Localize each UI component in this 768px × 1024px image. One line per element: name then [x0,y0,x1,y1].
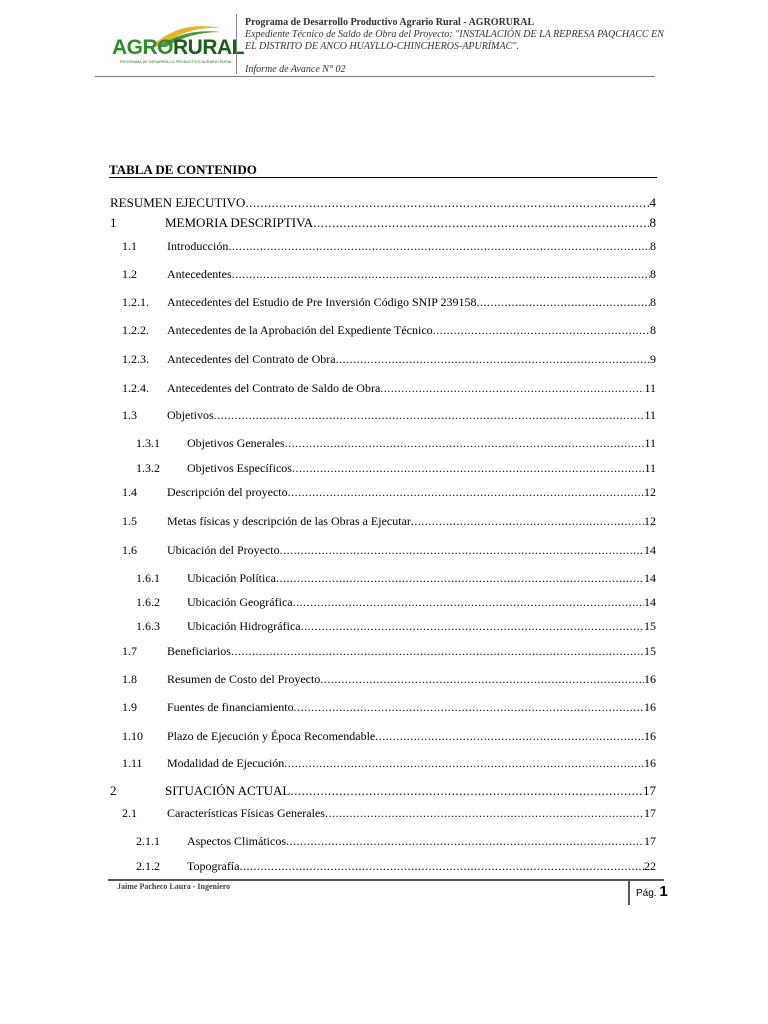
toc-entry-label: Ubicación Hidrográfica [187,619,301,633]
toc-entry[interactable] [0,215,768,231]
toc-entry-number: 1.9 [122,700,137,714]
toc-entry-label: Objetivos Generales [187,436,285,450]
toc-entry-page: 15 [644,644,656,658]
toc-entry[interactable] [0,594,768,610]
toc-entry-label: Objetivos [167,408,214,422]
toc-entry[interactable] [0,484,768,500]
toc-entry-label: Beneficiarios [167,644,231,658]
toc-entry-number: 1.2 [122,267,137,281]
toc-entry-label: Ubicación del Proyecto [167,543,280,557]
toc-entry-label: Introducción [167,239,229,253]
toc-entry[interactable] [0,783,768,799]
header-rule [95,76,655,77]
toc-entry[interactable] [0,699,768,715]
toc-entry-page: 8 [650,267,656,281]
toc-entry-label: MEMORIA DESCRIPTIVA [165,215,314,230]
toc-dot-leader [276,570,644,586]
toc-entry-number: 2 [110,783,117,798]
toc-entry-label: Topografía [187,859,240,873]
toc-entry[interactable] [0,755,768,771]
agrorural-logo [112,22,244,68]
toc-entry-page: 8 [650,323,656,337]
toc-entry-number: 1.3.1 [136,436,160,450]
toc-entry-page: 12 [644,485,656,499]
toc-entry[interactable] [0,266,768,282]
toc-entry-label: Antecedentes del Estudio de Pre Inversión Código SNIP 239158 [167,295,477,309]
toc-entry-number: 1.2.3. [122,352,149,366]
toc-entry[interactable] [0,833,768,849]
toc-entry-number: 2.1.1 [136,834,160,848]
toc-entry[interactable] [0,195,768,211]
toc-entry-label: Antecedentes del Contrato de Obra [167,352,336,366]
toc-dot-leader [214,407,645,423]
toc-entry-label: Descripción del proyecto [167,485,288,499]
toc-entry-page: 8 [650,295,656,309]
toc-dot-leader [320,671,644,687]
toc-entry-label: Objetivos Específicos [187,461,292,475]
expediente-title: Expediente Técnico de Saldo de Obra del Proyecto: "INSTALACIÓN DE LA REPRESA PAQCHACC EN EL DISTRITO DE ANCO HUAYLLO-CHINCHEROS-APURÍMAC". [245,29,664,52]
toc-entry-page: 11 [644,461,656,475]
toc-entry[interactable] [0,435,768,451]
toc-entry-number: 1.5 [122,514,137,528]
toc-entry-page: 9 [650,352,656,366]
toc-entry-number: 1.4 [122,485,137,499]
toc-dot-leader [228,238,650,254]
toc-entry-page: 17 [644,834,656,848]
toc-entry[interactable] [0,858,768,874]
toc-entry[interactable] [0,618,768,634]
toc-entry-page: 8 [650,239,656,253]
toc-entry-label: Modalidad de Ejecución [167,756,285,770]
toc-entry[interactable] [0,460,768,476]
toc-dot-leader [284,755,644,771]
toc-entry-page: 16 [644,672,656,686]
toc-entry[interactable] [0,351,768,367]
toc-entry-label: SITUACIÓN ACTUAL [165,783,291,798]
toc-entry-label: Resumen de Costo del Proyecto [167,672,321,686]
toc-entry-label: Aspectos Climáticos [187,834,286,848]
toc-entry-number: 1.2.1. [122,295,149,309]
toc-entry-number: 1.2.2. [122,323,149,337]
toc-entry-label: Antecedentes del Contrato de Saldo de Obra [167,381,381,395]
toc-dot-leader [477,294,650,310]
toc-dot-leader [292,460,644,476]
toc-entry-page: 14 [644,571,656,585]
toc-entry-number: 1.6 [122,543,137,557]
toc-entry-number: 1.10 [122,729,143,743]
toc-entry-label: Plazo de Ejecución y Época Recomendable [167,729,376,743]
toc-entry-number: 1.7 [122,644,137,658]
toc-entry-number: 2.1 [122,806,137,820]
toc-dot-leader [293,594,644,610]
toc-dot-leader [288,484,644,500]
toc-entry[interactable] [0,570,768,586]
toc-entry-label: Características Físicas Generales [167,806,325,820]
toc-entry-label: Antecedentes [167,267,232,281]
toc-entry-page: 11 [644,381,656,395]
toc-entry-label: Antecedentes de la Aprobación del Expediente Técnico [167,323,433,337]
logo-wordmark: AGRORURAL [112,36,244,59]
toc-entry-number: 1.6.3 [136,619,160,633]
toc-entry-number: 1.3 [122,408,137,422]
toc-entry-number: 1.3.2 [136,461,160,475]
footer-rule [108,879,664,881]
toc-dot-leader [245,195,649,211]
toc-dot-leader [231,643,644,659]
toc-entry-number: 1 [110,215,117,230]
toc-entry-number: 1.6.1 [136,571,160,585]
header-divider [236,14,237,74]
toc-dot-leader [232,266,650,282]
informe-title: Informe de Avance N° 02 [245,64,346,75]
toc-entry[interactable] [0,380,768,396]
toc-entry-number: 1.2.4. [122,381,149,395]
toc-entry[interactable] [0,513,768,529]
footer-divider [628,881,630,905]
page-header [0,0,768,80]
toc-entry-number: 1.1 [122,239,137,253]
logo-subtitle: PROGRAMA DE DESARROLLO PRODUCTIVO AGRARIO RURAL [120,60,233,64]
toc-dot-leader [336,351,650,367]
toc-entry-page: 11 [644,408,656,422]
toc-entry[interactable] [0,407,768,423]
toc-entry-number: 2.1.2 [136,859,160,873]
toc-dot-leader [380,380,644,396]
toc-dot-leader [280,542,644,558]
toc-entry[interactable] [0,294,768,310]
toc-entry-page: 16 [644,700,656,714]
toc-entry-page: 14 [644,543,656,557]
toc-dot-leader [325,805,644,821]
program-title: Programa de Desarrollo Productivo Agrario Rural - AGRORURAL [245,17,535,28]
toc-entry-page: 17 [643,783,656,798]
toc-entry-number: 1.6.2 [136,595,160,609]
toc-entry-page: 16 [644,756,656,770]
toc-entry-number: 1.11 [122,756,143,770]
toc-entry[interactable] [0,643,768,659]
toc-entry-page: 4 [649,195,656,210]
toc-entry-page: 11 [644,436,656,450]
toc-entry-page: 14 [644,595,656,609]
toc-entry-label: RESUMEN EJECUTIVO [110,195,246,210]
toc-entry-label: Fuentes de financiamiento [167,700,294,714]
toc-dot-leader [285,435,645,451]
toc-entry-page: 12 [644,514,656,528]
footer-author: Jaime Pacheco Laura - Ingeniero [117,882,231,891]
toc-dot-leader [375,728,644,744]
toc-dot-leader [286,833,644,849]
toc-entry-page: 17 [644,806,656,820]
toc-entry-label: Ubicación Política [187,571,276,585]
toc-dot-leader [433,322,650,338]
toc-entry[interactable] [0,728,768,744]
toc-entry-page: 8 [649,215,656,230]
toc-entry-label: Metas físicas y descripción de las Obras a Ejecutar [167,514,411,528]
toc-entry-label: Ubicación Geográfica [187,595,293,609]
toc-dot-leader [239,858,644,874]
toc-entry-number: 1.8 [122,672,137,686]
toc-entry-page: 22 [644,859,656,873]
toc-dot-leader [290,783,643,799]
toc-dot-leader [294,699,644,715]
toc-entry-page: 16 [644,729,656,743]
toc-entry[interactable] [0,542,768,558]
toc-entry[interactable] [0,238,768,254]
toc-entry[interactable] [0,805,768,821]
toc-dot-leader [411,513,644,529]
toc-entry-page: 15 [644,619,656,633]
page-number: Pág. 1 [636,883,668,900]
toc-dot-leader [301,618,644,634]
toc-title-rule [109,177,657,178]
toc-entry[interactable] [0,322,768,338]
toc-title: TABLA DE CONTENIDO [109,162,257,177]
toc-entry[interactable] [0,671,768,687]
toc-dot-leader [313,215,649,231]
